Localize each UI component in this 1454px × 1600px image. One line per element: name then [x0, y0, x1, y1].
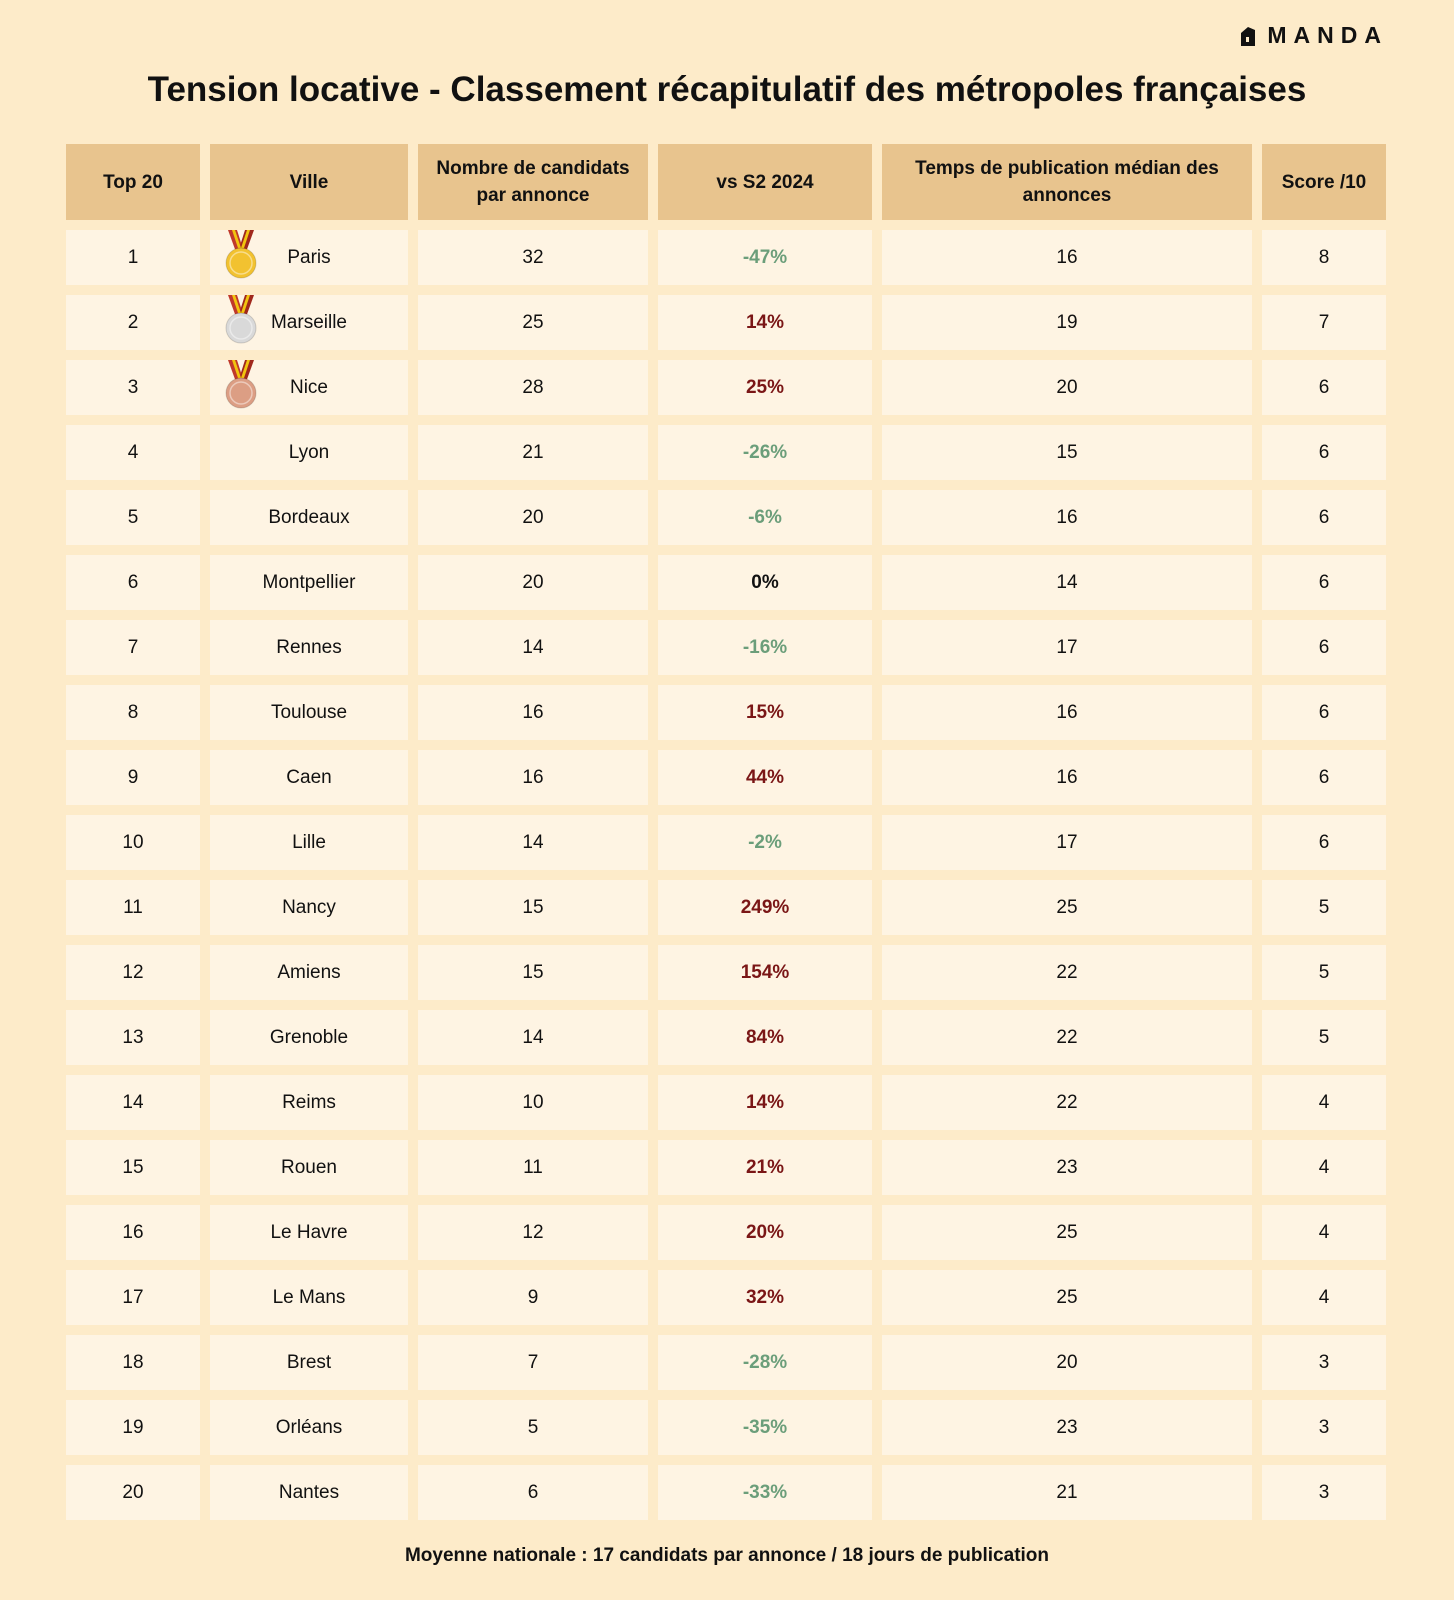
rank-cell	[66, 555, 200, 610]
candidates-cell-text: 14	[522, 1026, 544, 1048]
rank-cell	[66, 880, 200, 935]
score-cell	[1262, 750, 1386, 805]
header-rank: Top 20	[66, 144, 200, 220]
candidates-cell	[418, 685, 648, 740]
change-cell	[658, 1465, 872, 1520]
change-cell	[658, 1010, 872, 1065]
candidates-cell-text: 16	[522, 766, 544, 788]
change-cell	[658, 1400, 872, 1455]
candidates-cell	[418, 230, 648, 285]
house-icon	[1239, 25, 1257, 47]
change-cell-text: 84%	[745, 1026, 785, 1048]
score-cell	[1262, 1205, 1386, 1260]
publication-time-cell	[882, 880, 1252, 935]
change-cell	[658, 945, 872, 1000]
change-cell	[658, 295, 872, 350]
score-cell-text: 4	[1318, 1091, 1330, 1113]
candidates-cell	[418, 1335, 648, 1390]
rank-cell	[66, 1075, 200, 1130]
candidates-cell	[418, 880, 648, 935]
candidates-cell-text: 6	[527, 1481, 539, 1503]
publication-time-cell-text: 21	[1056, 1481, 1078, 1503]
score-cell	[1262, 1335, 1386, 1390]
publication-time-cell	[882, 1465, 1252, 1520]
rank-cell	[66, 230, 200, 285]
brand-logo	[1239, 22, 1388, 49]
candidates-cell-text: 12	[522, 1221, 544, 1243]
score-cell-text: 4	[1318, 1156, 1330, 1178]
publication-time-cell-text: 17	[1056, 636, 1078, 658]
change-cell-text: 14%	[745, 1091, 785, 1113]
city-cell	[210, 1270, 408, 1325]
change-cell-text: -47%	[742, 246, 788, 268]
publication-time-cell-text: 22	[1056, 1026, 1078, 1048]
rank-cell-text: 3	[127, 376, 139, 398]
score-cell-text: 4	[1318, 1286, 1330, 1308]
score-cell	[1262, 360, 1386, 415]
candidates-cell-text: 5	[527, 1416, 539, 1438]
rank-cell	[66, 945, 200, 1000]
publication-time-cell	[882, 555, 1252, 610]
city-cell	[210, 815, 408, 870]
rank-cell-text: 7	[127, 636, 139, 658]
rank-cell	[66, 295, 200, 350]
header-city: Ville	[210, 144, 408, 220]
change-cell	[658, 815, 872, 870]
candidates-cell	[418, 425, 648, 480]
score-cell	[1262, 230, 1386, 285]
candidates-cell	[418, 1400, 648, 1455]
publication-time-cell-text: 23	[1056, 1156, 1078, 1178]
publication-time-cell-text: 20	[1056, 376, 1078, 398]
page-title: Tension locative - Classement récapitulatif des métropoles françaises	[147, 70, 1307, 109]
score-cell	[1262, 1140, 1386, 1195]
gold-medal-icon	[224, 230, 258, 280]
city-cell-text: Orléans	[275, 1416, 343, 1438]
candidates-cell	[418, 1140, 648, 1195]
ranking-table	[66, 144, 1386, 1520]
change-cell-text: -2%	[748, 831, 782, 853]
rank-cell	[66, 1140, 200, 1195]
publication-time-cell	[882, 815, 1252, 870]
national-average-note: Moyenne nationale : 17 candidats par annonce / 18 jours de publication	[404, 1545, 1050, 1566]
city-cell-text: Nice	[289, 376, 328, 398]
rank-cell-text: 1	[127, 246, 139, 268]
city-cell-text: Le Havre	[270, 1221, 348, 1243]
score-cell	[1262, 295, 1386, 350]
candidates-cell-text: 9	[527, 1286, 539, 1308]
rank-cell-text: 6	[127, 571, 139, 593]
rank-cell-text: 2	[127, 311, 139, 333]
change-cell-text: -26%	[742, 441, 788, 463]
publication-time-cell-text: 14	[1056, 571, 1078, 593]
change-cell	[658, 880, 872, 935]
city-cell-text: Le Mans	[272, 1286, 346, 1308]
rank-cell	[66, 1270, 200, 1325]
change-cell-text: -6%	[748, 506, 782, 528]
candidates-cell	[418, 750, 648, 805]
publication-time-cell-text: 25	[1056, 1286, 1078, 1308]
candidates-cell-text: 21	[522, 441, 544, 463]
score-cell	[1262, 1465, 1386, 1520]
candidates-cell	[418, 620, 648, 675]
score-cell	[1262, 1075, 1386, 1130]
city-cell-text: Bordeaux	[268, 506, 350, 528]
city-cell	[210, 1010, 408, 1065]
score-cell-text: 6	[1318, 701, 1330, 723]
score-cell	[1262, 945, 1386, 1000]
change-cell-text: 154%	[740, 961, 790, 983]
publication-time-cell-text: 19	[1056, 311, 1078, 333]
change-cell	[658, 490, 872, 545]
score-cell-text: 8	[1318, 246, 1330, 268]
change-cell-text: 25%	[745, 376, 785, 398]
city-cell-text: Lille	[292, 831, 326, 853]
brand-name: MANDA	[1267, 22, 1388, 48]
change-cell	[658, 750, 872, 805]
change-cell	[658, 1335, 872, 1390]
rank-cell	[66, 1205, 200, 1260]
change-cell-text: 249%	[740, 896, 790, 918]
score-cell	[1262, 1010, 1386, 1065]
rank-cell-text: 15	[122, 1156, 144, 1178]
city-cell	[210, 1075, 408, 1130]
publication-time-cell	[882, 1140, 1252, 1195]
candidates-cell-text: 32	[522, 246, 544, 268]
publication-time-cell	[882, 295, 1252, 350]
city-cell-text: Brest	[286, 1351, 332, 1373]
city-cell	[210, 620, 408, 675]
header-publication-time: Temps de publication médian des annonces	[882, 144, 1252, 220]
candidates-cell-text: 14	[522, 636, 544, 658]
score-cell-text: 6	[1318, 571, 1330, 593]
change-cell	[658, 620, 872, 675]
city-cell-text: Grenoble	[269, 1026, 349, 1048]
city-cell-text: Montpellier	[262, 571, 356, 593]
candidates-cell	[418, 1270, 648, 1325]
change-cell-text: -33%	[742, 1481, 788, 1503]
candidates-cell	[418, 490, 648, 545]
city-cell	[210, 230, 408, 285]
score-cell	[1262, 685, 1386, 740]
score-cell-text: 3	[1318, 1416, 1330, 1438]
rank-cell-text: 10	[122, 831, 144, 853]
score-cell-text: 4	[1318, 1221, 1330, 1243]
rank-cell	[66, 620, 200, 675]
candidates-cell	[418, 1010, 648, 1065]
rank-cell-text: 5	[127, 506, 139, 528]
score-cell-text: 5	[1318, 961, 1330, 983]
candidates-cell-text: 11	[523, 1156, 543, 1178]
publication-time-cell-text: 20	[1056, 1351, 1078, 1373]
change-cell	[658, 555, 872, 610]
publication-time-cell-text: 15	[1056, 441, 1078, 463]
candidates-cell	[418, 555, 648, 610]
publication-time-cell	[882, 620, 1252, 675]
publication-time-cell-text: 16	[1056, 506, 1078, 528]
city-cell	[210, 750, 408, 805]
change-cell	[658, 1270, 872, 1325]
rank-cell-text: 19	[122, 1416, 144, 1438]
city-cell	[210, 685, 408, 740]
rank-cell	[66, 425, 200, 480]
rank-cell-text: 9	[127, 766, 139, 788]
candidates-cell	[418, 815, 648, 870]
city-cell	[210, 880, 408, 935]
publication-time-cell	[882, 1205, 1252, 1260]
rank-cell-text: 14	[122, 1091, 144, 1113]
publication-time-cell-text: 23	[1056, 1416, 1078, 1438]
publication-time-cell-text: 16	[1056, 701, 1078, 723]
publication-time-cell	[882, 230, 1252, 285]
change-cell-text: 15%	[745, 701, 785, 723]
rank-cell	[66, 490, 200, 545]
candidates-cell	[418, 1205, 648, 1260]
publication-time-cell	[882, 750, 1252, 805]
publication-time-cell	[882, 685, 1252, 740]
publication-time-cell-text: 22	[1056, 961, 1078, 983]
score-cell-text: 6	[1318, 506, 1330, 528]
rank-cell-text: 8	[127, 701, 139, 723]
change-cell	[658, 685, 872, 740]
candidates-cell	[418, 360, 648, 415]
publication-time-cell-text: 25	[1056, 1221, 1078, 1243]
candidates-cell	[418, 295, 648, 350]
score-cell-text: 7	[1318, 311, 1330, 333]
candidates-cell-text: 28	[522, 376, 544, 398]
change-cell-text: 44%	[745, 766, 785, 788]
publication-time-cell	[882, 1270, 1252, 1325]
score-cell	[1262, 815, 1386, 870]
rank-cell	[66, 1335, 200, 1390]
score-cell-text: 3	[1318, 1481, 1330, 1503]
score-cell	[1262, 1400, 1386, 1455]
candidates-cell-text: 15	[522, 896, 544, 918]
publication-time-cell-text: 16	[1056, 246, 1078, 268]
change-cell	[658, 1205, 872, 1260]
candidates-cell-text: 20	[522, 506, 544, 528]
city-cell-text: Toulouse	[270, 701, 348, 723]
change-cell	[658, 1140, 872, 1195]
change-cell-text: 20%	[745, 1221, 785, 1243]
publication-time-cell	[882, 945, 1252, 1000]
rank-cell-text: 16	[122, 1221, 144, 1243]
header-change: vs S2 2024	[658, 144, 872, 220]
city-cell	[210, 1205, 408, 1260]
header-candidates: Nombre de candidats par annonce	[418, 144, 648, 220]
city-cell	[210, 490, 408, 545]
change-cell-text: -16%	[742, 636, 788, 658]
rank-cell	[66, 750, 200, 805]
score-cell	[1262, 880, 1386, 935]
change-cell-text: -35%	[742, 1416, 788, 1438]
rank-cell	[66, 815, 200, 870]
rank-cell-text: 11	[123, 896, 143, 918]
publication-time-cell	[882, 1335, 1252, 1390]
publication-time-cell-text: 25	[1056, 896, 1078, 918]
city-cell	[210, 555, 408, 610]
rank-cell-text: 20	[122, 1481, 144, 1503]
change-cell-text: 14%	[745, 311, 785, 333]
change-cell-text: -28%	[742, 1351, 788, 1373]
rank-cell	[66, 1010, 200, 1065]
city-cell-text: Paris	[287, 246, 331, 268]
candidates-cell	[418, 1075, 648, 1130]
score-cell-text: 3	[1318, 1351, 1330, 1373]
change-cell-text: 0%	[751, 571, 779, 593]
change-cell	[658, 425, 872, 480]
publication-time-cell	[882, 1075, 1252, 1130]
candidates-cell-text: 25	[522, 311, 544, 333]
change-cell-text: 32%	[745, 1286, 785, 1308]
change-cell	[658, 360, 872, 415]
rank-cell-text: 12	[122, 961, 144, 983]
candidates-cell-text: 15	[522, 961, 544, 983]
publication-time-cell	[882, 1400, 1252, 1455]
header-score: Score /10	[1262, 144, 1386, 220]
publication-time-cell	[882, 1010, 1252, 1065]
score-cell	[1262, 490, 1386, 545]
score-cell-text: 6	[1318, 831, 1330, 853]
candidates-cell-text: 7	[527, 1351, 539, 1373]
candidates-cell-text: 16	[522, 701, 544, 723]
city-cell-text: Reims	[282, 1091, 336, 1113]
city-cell-text: Nancy	[282, 896, 336, 918]
city-cell	[210, 1465, 408, 1520]
change-cell-text: 21%	[745, 1156, 785, 1178]
publication-time-cell	[882, 425, 1252, 480]
score-cell-text: 5	[1318, 1026, 1330, 1048]
rank-cell	[66, 685, 200, 740]
city-cell-text: Nantes	[278, 1481, 340, 1503]
city-cell	[210, 1140, 408, 1195]
bronze-medal-icon	[224, 360, 258, 410]
candidates-cell	[418, 945, 648, 1000]
city-cell-text: Rouen	[281, 1156, 337, 1178]
rank-cell-text: 17	[122, 1286, 144, 1308]
silver-medal-icon	[224, 295, 258, 345]
score-cell	[1262, 425, 1386, 480]
city-cell-text: Rennes	[276, 636, 342, 658]
city-cell-text: Lyon	[288, 441, 330, 463]
change-cell	[658, 230, 872, 285]
rank-cell-text: 13	[122, 1026, 144, 1048]
score-cell	[1262, 1270, 1386, 1325]
publication-time-cell	[882, 360, 1252, 415]
candidates-cell-text: 20	[522, 571, 544, 593]
city-cell-text: Marseille	[270, 311, 348, 333]
publication-time-cell-text: 17	[1056, 831, 1078, 853]
city-cell	[210, 360, 408, 415]
candidates-cell	[418, 1465, 648, 1520]
publication-time-cell-text: 22	[1056, 1091, 1078, 1113]
rank-cell-text: 18	[122, 1351, 144, 1373]
publication-time-cell-text: 16	[1056, 766, 1078, 788]
publication-time-cell	[882, 490, 1252, 545]
rank-cell	[66, 360, 200, 415]
score-cell-text: 5	[1318, 896, 1330, 918]
city-cell	[210, 1400, 408, 1455]
city-cell-text: Caen	[286, 766, 332, 788]
rank-cell-text: 4	[127, 441, 139, 463]
city-cell	[210, 1335, 408, 1390]
candidates-cell-text: 14	[522, 831, 544, 853]
score-cell	[1262, 555, 1386, 610]
score-cell-text: 6	[1318, 441, 1330, 463]
score-cell-text: 6	[1318, 376, 1330, 398]
score-cell	[1262, 620, 1386, 675]
city-cell	[210, 945, 408, 1000]
rank-cell	[66, 1400, 200, 1455]
city-cell-text: Amiens	[277, 961, 341, 983]
candidates-cell-text: 10	[522, 1091, 544, 1113]
change-cell	[658, 1075, 872, 1130]
score-cell-text: 6	[1318, 636, 1330, 658]
city-cell	[210, 295, 408, 350]
score-cell-text: 6	[1318, 766, 1330, 788]
rank-cell	[66, 1465, 200, 1520]
city-cell	[210, 425, 408, 480]
